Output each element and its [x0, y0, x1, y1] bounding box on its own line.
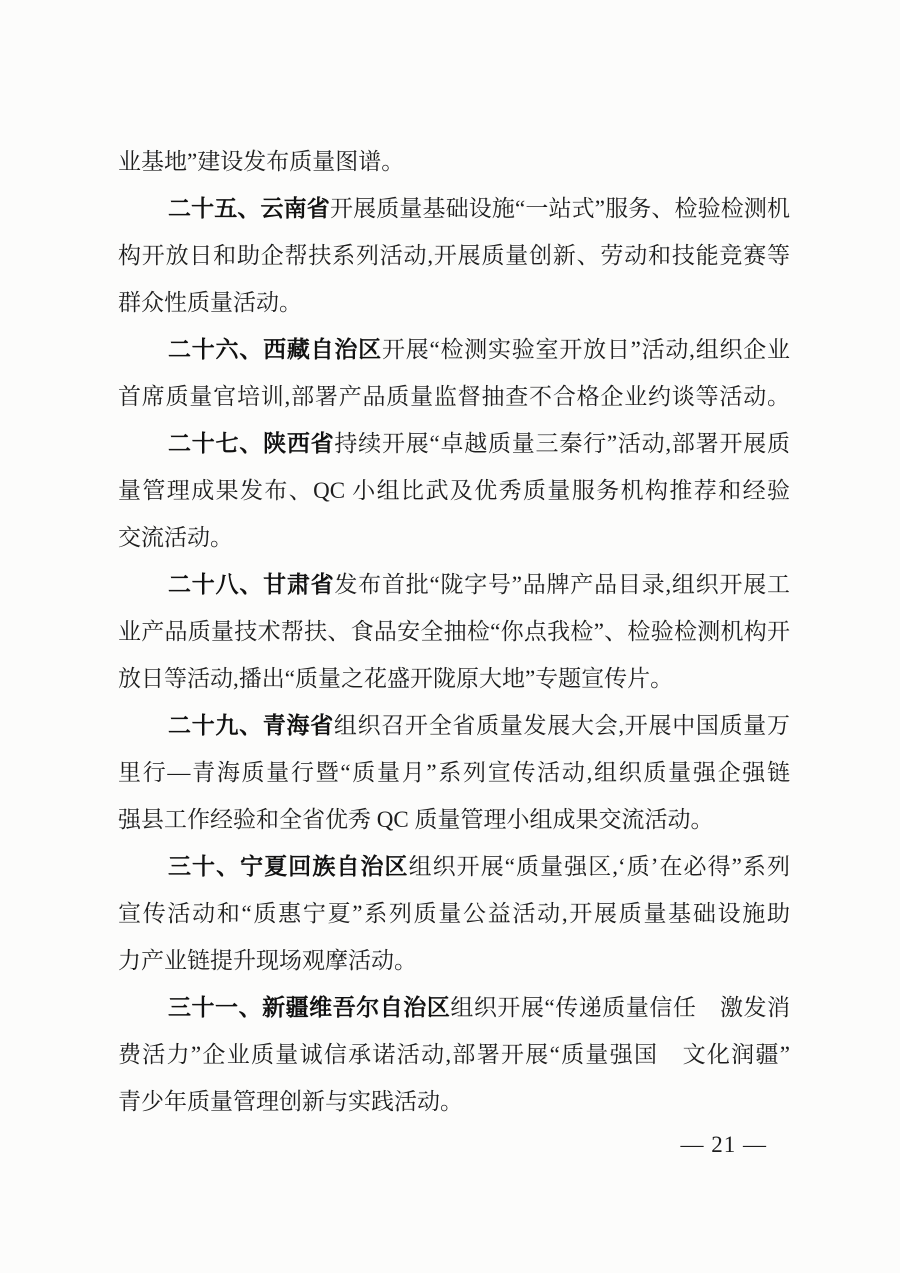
text-line [118, 796, 790, 843]
line-text: 开展“检测实验室开放日”活动,组织企业 [381, 337, 790, 362]
line-text: 组织开展“传递质量信任 激发消 [450, 995, 790, 1020]
document-body [118, 138, 790, 1125]
text-line [118, 279, 790, 326]
text-line [118, 185, 790, 232]
text-line [118, 890, 790, 937]
paragraph-lead-29-qinghai: 二十九、青海省 [168, 712, 334, 738]
text-line [118, 467, 790, 514]
text-line [118, 937, 790, 984]
text-line [118, 138, 790, 185]
text-line [118, 749, 790, 796]
line-text: 费活力”企业质量诚信承诺活动,部署开展“质量强国 文化润疆” [118, 1042, 790, 1067]
page-number: — 21 — [680, 1132, 767, 1157]
paragraph-lead-28-gansu: 二十八、甘肃省 [168, 571, 335, 597]
line-text: 发布首批“陇字号”品牌产品目录,组织开展工 [334, 572, 790, 597]
paragraph-lead-26-xizang: 二十六、西藏自治区 [168, 336, 382, 362]
line-text: 构开放日和助企帮扶系列活动,开展质量创新、劳动和技能竞赛等 [118, 243, 790, 268]
text-line [118, 373, 790, 420]
line-text: 组织开展“质量强区,‘质’在必得”系列 [408, 854, 790, 879]
paragraph-lead-27-shaanxi: 二十七、陕西省 [168, 430, 335, 456]
text-line [118, 608, 790, 655]
text-line [118, 420, 790, 467]
text-line [118, 1031, 790, 1078]
line-text: 青少年质量管理创新与实践活动。 [118, 1089, 463, 1114]
line-text: 业基地”建设发布质量图谱。 [118, 149, 405, 174]
text-line [118, 702, 790, 749]
paragraph-lead-25-yunnan: 二十五、云南省 [168, 195, 330, 221]
line-text: 量管理成果发布、QC 小组比武及优秀质量服务机构推荐和经验 [118, 478, 790, 503]
line-text: 交流活动。 [118, 525, 233, 550]
text-line [118, 561, 790, 608]
text-line [118, 984, 790, 1031]
line-text: 宣传活动和“质惠宁夏”系列质量公益活动,开展质量基础设施助 [118, 901, 790, 926]
text-line [118, 655, 790, 702]
line-text: 群众性质量活动。 [118, 290, 302, 315]
line-text: 业产品质量技术帮扶、食品安全抽检“你点我检”、检验检测机构开 [118, 619, 790, 644]
line-text: 首席质量官培训,部署产品质量监督抽查不合格企业约谈等活动。 [118, 384, 790, 409]
paragraph-lead-30-ningxia: 三十、宁夏回族自治区 [168, 853, 409, 879]
text-line [118, 1078, 790, 1125]
line-text: 持续开展“卓越质量三秦行”活动,部署开展质 [334, 431, 790, 456]
line-text: 强县工作经验和全省优秀 QC 质量管理小组成果交流活动。 [118, 807, 714, 832]
line-text: 力产业链提升现场观摩活动。 [118, 948, 417, 973]
text-line [118, 232, 790, 279]
line-text: 里行—青海质量行暨“质量月”系列宣传活动,组织质量强企强链 [118, 760, 790, 785]
paragraph-lead-31-xinjiang: 三十一、新疆维吾尔自治区 [168, 994, 451, 1020]
text-line [118, 843, 790, 890]
line-text: 放日等活动,播出“质量之花盛开陇原大地”专题宣传片。 [118, 666, 674, 691]
line-text: 组织召开全省质量发展大会,开展中国质量万 [333, 713, 790, 738]
text-line [118, 514, 790, 561]
line-text: 开展质量基础设施“一站式”服务、检验检测机 [329, 196, 790, 221]
text-line [118, 326, 790, 373]
